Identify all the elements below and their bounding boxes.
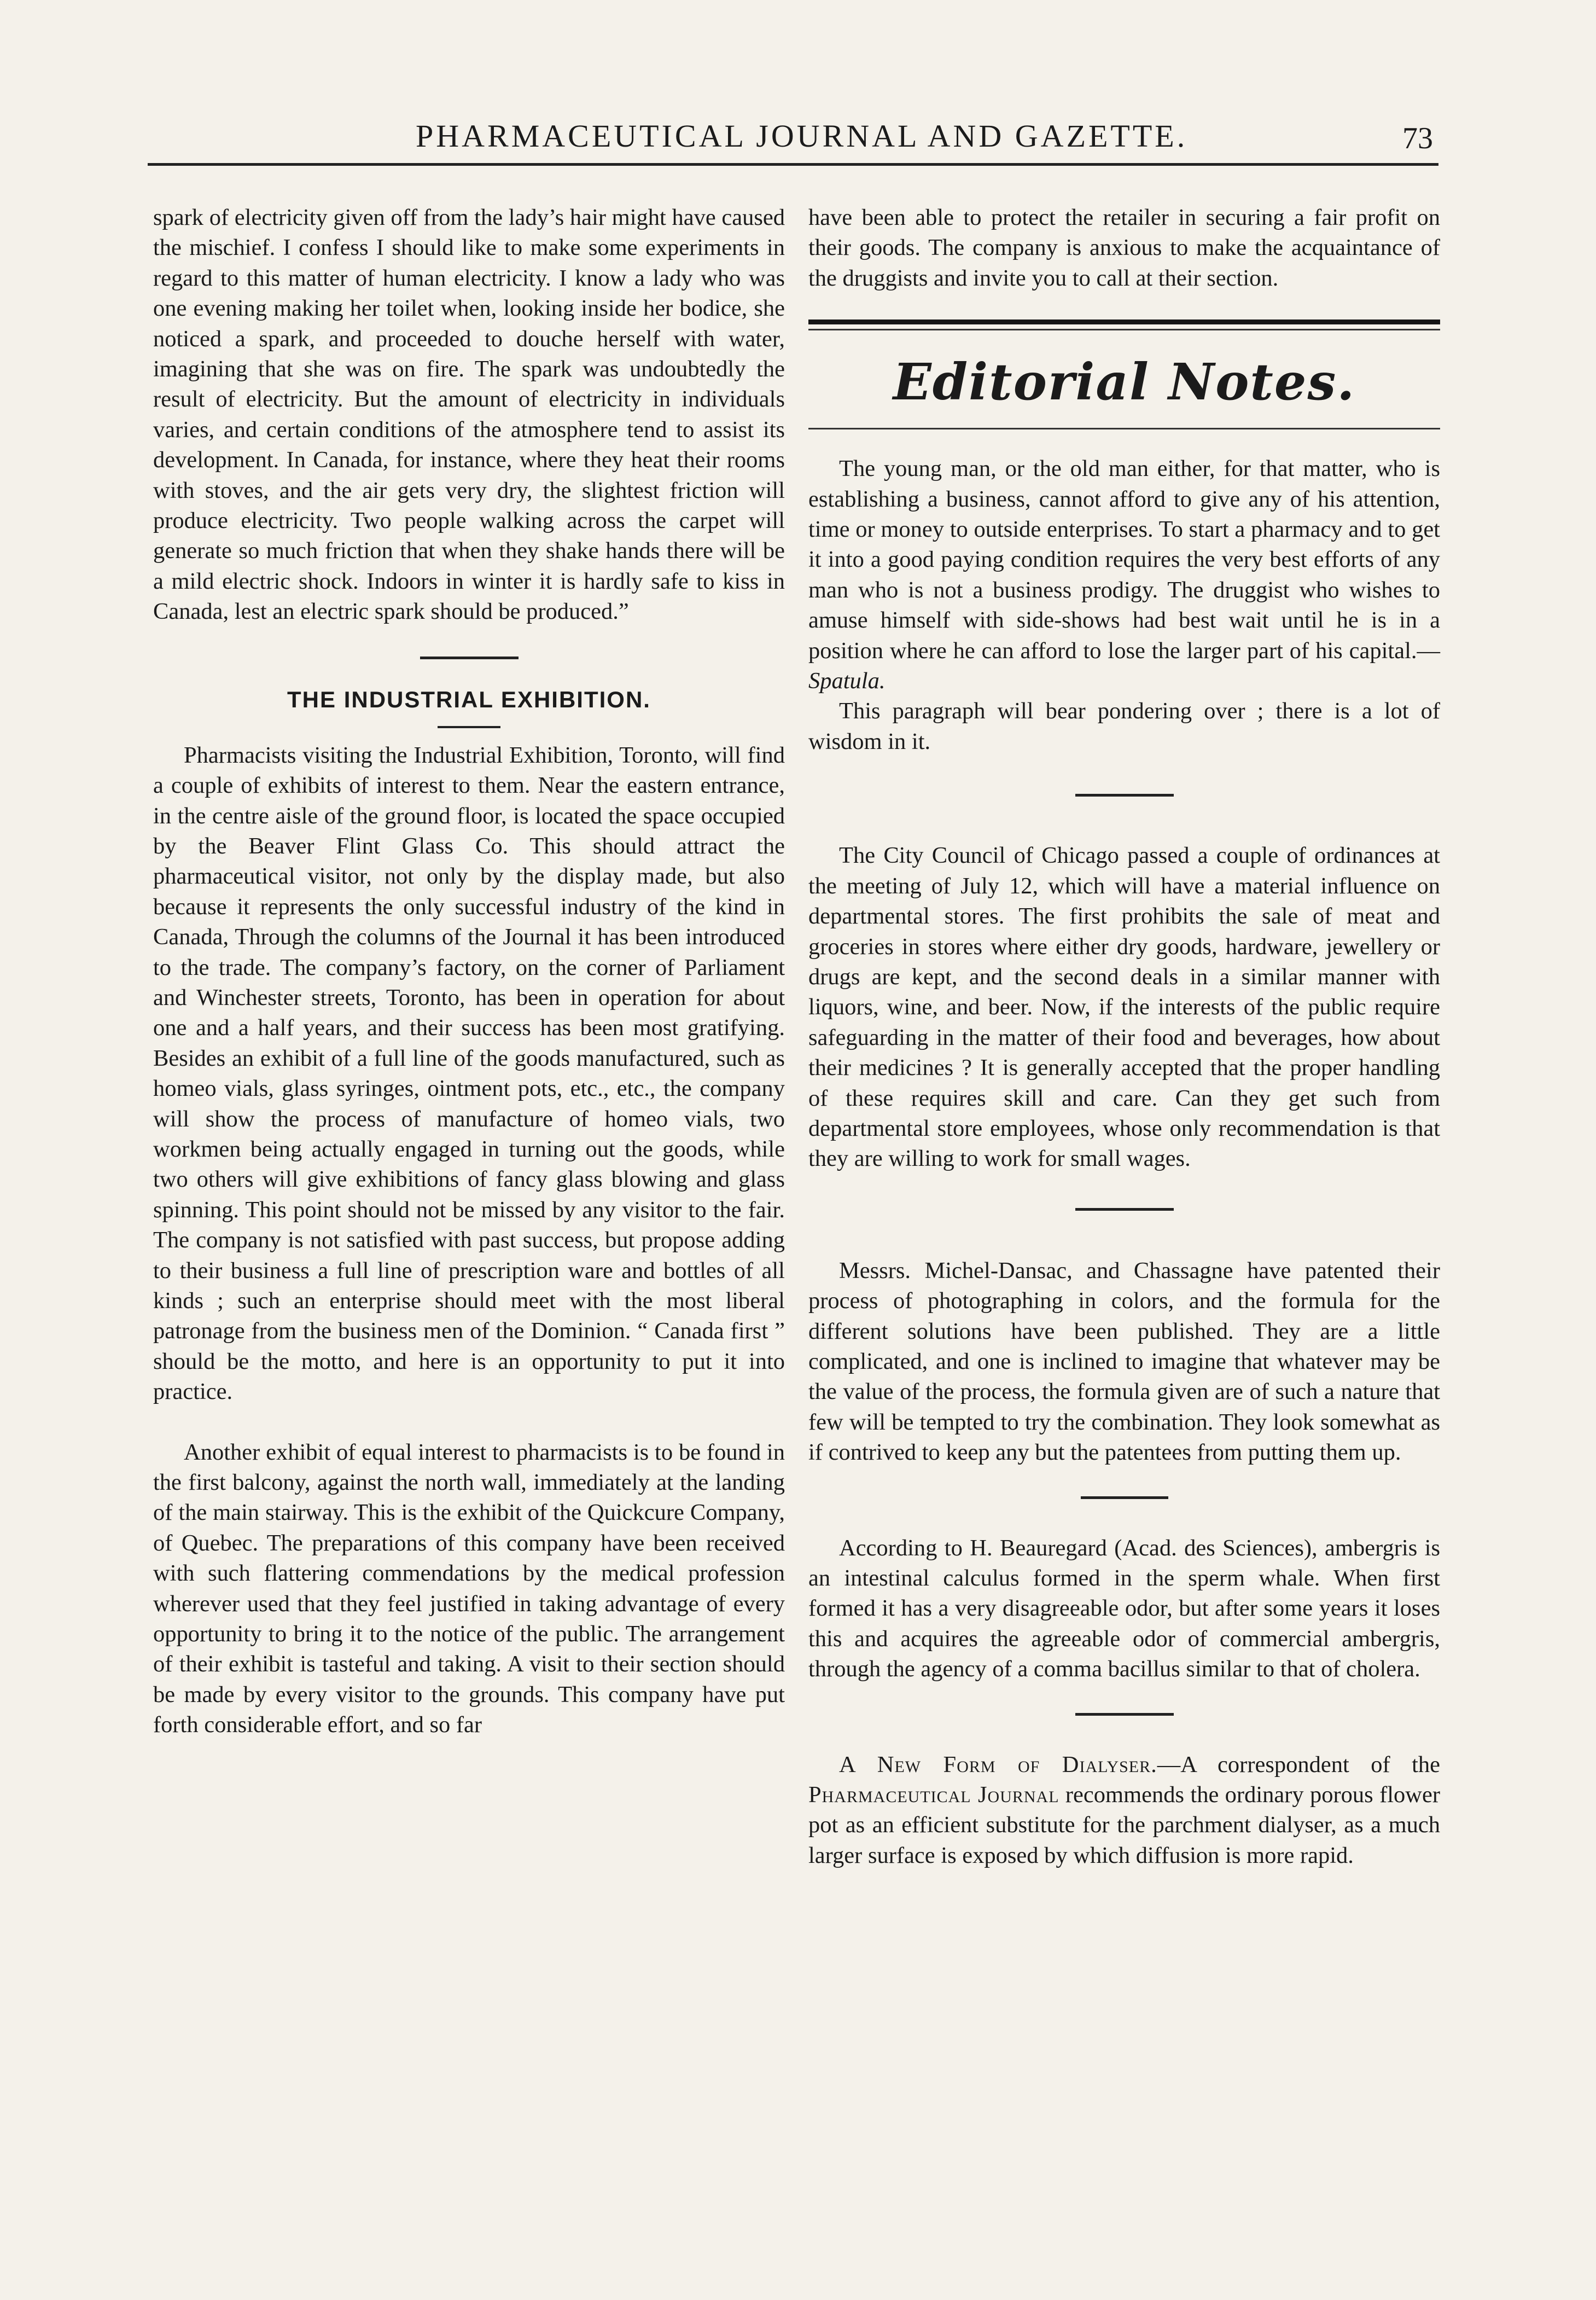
note-text: recommends the ordinary porous flower pot as an efficient substitute for the parchment dialyser, as a much larger surface is exposed by which diffusion is more rapid. bbox=[808, 1782, 1440, 1868]
page-header bbox=[153, 118, 1433, 167]
continued-paragraph: have been able to protect the retailer in securing a fair profit on their goods. The company is anxious to make the acquaintance of the druggists and invite you to call at their section. bbox=[808, 205, 1440, 291]
editorial-note bbox=[808, 1750, 1440, 1871]
right-column bbox=[808, 202, 1440, 1871]
section-heading: THE INDUSTRIAL EXHIBITION. bbox=[287, 686, 651, 712]
editorial-title: Editorial Notes. bbox=[893, 352, 1356, 412]
editorial-note: According to H. Beauregard (Acad. des Sciences), ambergris is an intestinal calculus formed in the sperm whale. When first formed it has a very disagreeable odor, but after some years it loses this and acquires the agreeable odor of commercial ambergris, through the agency of a comma bacillus similar to that of cholera. bbox=[808, 1535, 1440, 1682]
editorial-rule-thin bbox=[808, 329, 1440, 330]
header-rule bbox=[148, 163, 1438, 166]
page-number: 73 bbox=[1402, 121, 1433, 155]
editorial-note: The City Council of Chicago passed a couple of ordinances at the meeting of July 12, which will have a material influence on departmental stores. The first prohibits the sale of meat and groceries in stores where either dry goods, hardware, jewellery or drugs are kept, and the second deals in a similar manner with liquors, wine, and beer. Now, if the interests of the public require safeguarding in the matter of their food and beverages, how about their medicines ? It is generally accepted that the proper handling of these requires skill and care. Can they get such from departmental store employees, whose only recommendation is that they are willing to work for small wages. bbox=[808, 843, 1440, 1172]
running-title: PHARMACEUTICAL JOURNAL AND GAZETTE. bbox=[416, 118, 1188, 154]
section-divider bbox=[420, 657, 519, 659]
note-source: Spatula. bbox=[808, 668, 886, 694]
note-divider bbox=[1075, 1208, 1174, 1211]
note-divider bbox=[1081, 1496, 1168, 1499]
exhibition-paragraph: Another exhibit of equal interest to pharmacists is to be found in the first balcony, against the north wall, immediately at the landing of the main stairway. This is the exhibit of the Quickcure Company, of Quebec. The preparations of this company have been received with such flattering commendations by the medical profession wherever used that they feel justified in taking advantage of every opportunity to bring it to the notice of the public. The arrangement of their exhibit is tasteful and taking. A visit to their section should be made by every visitor to the grounds. This company have put forth considerable effort, and so far bbox=[153, 1439, 785, 1738]
note-title: A New Form of Dialyser. bbox=[839, 1751, 1157, 1778]
note-divider bbox=[1075, 794, 1174, 797]
editorial-note bbox=[808, 454, 1440, 696]
journal-name: Pharmaceutical Journal bbox=[808, 1782, 1059, 1808]
editorial-comment: This paragraph will bear pondering over ; there is a lot of wisdom in it. bbox=[808, 698, 1440, 754]
note-text: —A correspondent of the bbox=[1157, 1751, 1440, 1778]
note-divider bbox=[1075, 1713, 1174, 1716]
continued-paragraph: spark of electricity given off from the lady’s hair might have caused the mischief. I confess I should like to make some experiments in regard to this matter of human electricity. I know a lady who was one evening making her toilet when, looking inside her bodice, she noticed a spark, and proceeded to douche herself with water, imagining that she was on fire. The spark was undoubtedly the result of electricity. But the amount of electricity in individuals varies, and certain conditions of the atmosphere tend to assist its development. In Canada, for instance, where they heat their rooms with stoves, and the air gets very dry, the slightest friction will produce electricity. Two people walking across the carpet will generate so much friction that when they shake hands there will be a mild electric shock. Indoors in winter it is hardly safe to kiss in Canada, lest an electric spark should be produced.” bbox=[153, 205, 785, 625]
editorial-rule-thick bbox=[808, 320, 1440, 324]
left-column bbox=[153, 202, 785, 1740]
exhibition-paragraph: Pharmacists visiting the Industrial Exhibition, Toronto, will find a couple of exhibits of interest to them. Near the eastern entrance, in the centre aisle of the ground floor, is located the space occupied by the Beaver Flint Glass Co. This should attract the pharmaceutical visitor, not only by the display made, but also because it represents the only successful industry of the kind in Canada, Through the columns of the Journal it has been introduced to the trade. The company’s factory, on the corner of Parliament and Winchester streets, Toronto, has been in operation for about one and a half years, and their success has been most gratifying. Besides an exhibit of a full line of the goods manufactured, such as homeo vials, glass syringes, ointment pots, etc., etc., the company will show the process of manufacture of homeo vials, two workmen being actually engaged in turning out the goods, while two others will give exhibitions of fancy glass blowing and glass spinning. This point should not be missed by any visitor to the fair. The company is not satisfied with past success, but propose adding to their business a full line of prescription ware and bottles of all kinds ; such an enterprise should meet with the most liberal patronage from the business men of the Dominion. “ Canada first ” should be the motto, and here is an opportunity to put it into practice. bbox=[153, 742, 785, 1405]
heading-underline bbox=[438, 726, 500, 728]
editorial-title-rule bbox=[808, 428, 1440, 429]
note-text: The young man, or the old man either, for that matter, who is establishing a business, cannot afford to give any of his attention, time or money to outside enterprises. To start a pharmacy and to get it into a good paying condition requires the very best efforts of any man who is not a business prodigy. The druggist who wishes to amuse himself with side-shows had best wait until he is in a position where he can afford to lose the larger part of his capital.— bbox=[808, 456, 1440, 664]
editorial-note: Messrs. Michel-Dansac, and Chassagne have patented their process of photographing in colors, and the formula for the different solutions have been published. They are a little complicated, and one is inclined to imagine that whatever may be the value of the process, the formula given are of such a nature that few will be tempted to try the combination. They look somewhat as if contrived to keep any but the patentees from putting them up. bbox=[808, 1257, 1440, 1466]
